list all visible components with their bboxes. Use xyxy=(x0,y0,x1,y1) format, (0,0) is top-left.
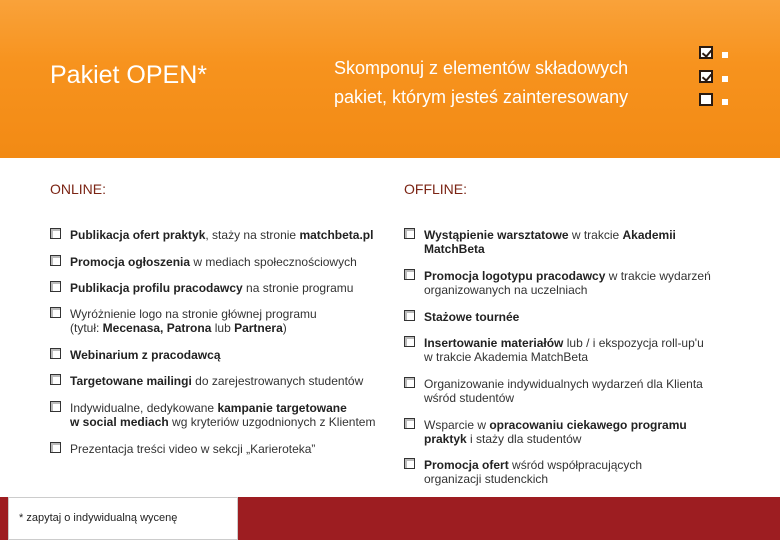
item-line xyxy=(70,228,373,242)
item-text: ) xyxy=(282,321,287,335)
online-heading: ONLINE: xyxy=(50,181,107,197)
item-text: Partnera xyxy=(234,321,283,335)
list-item xyxy=(70,281,353,295)
checkbox[interactable] xyxy=(50,401,61,412)
item-line xyxy=(424,432,687,446)
checkbox[interactable] xyxy=(50,307,61,318)
item-text: Prezentacja treści video w sekcji „Karieroteka” xyxy=(70,442,316,456)
item-text: Insertowanie materiałów xyxy=(424,336,564,350)
item-text: organizowanych na uczelniach xyxy=(424,283,588,297)
list-item xyxy=(424,269,711,297)
item-text: (tytuł: xyxy=(70,321,103,335)
item-line xyxy=(424,377,703,391)
checkbox[interactable] xyxy=(404,336,415,347)
pricing-note: * zapytaj o indywidualną wycenę xyxy=(19,512,178,524)
item-text: w trakcie Akademia MatchBeta xyxy=(424,350,589,364)
checkbox[interactable] xyxy=(404,418,415,429)
item-text: w trakcie xyxy=(568,228,623,242)
item-text: w social mediach xyxy=(70,415,169,429)
item-line xyxy=(424,418,687,432)
checkbox[interactable] xyxy=(50,228,61,239)
subtitle-line: Skomponuj z elementów składowych xyxy=(334,58,629,78)
list-item xyxy=(424,310,519,324)
item-line xyxy=(424,472,642,486)
checkbox[interactable] xyxy=(404,269,415,280)
item-text: Indywidualne, dedykowane xyxy=(70,401,218,415)
item-line xyxy=(70,255,357,269)
list-item xyxy=(70,348,221,362)
item-line xyxy=(424,269,711,283)
offline-heading: OFFLINE: xyxy=(404,181,468,197)
list-item xyxy=(70,374,363,388)
item-text: matchbeta.pl xyxy=(299,228,374,242)
item-line xyxy=(424,458,642,472)
item-text: w mediach społecznościowych xyxy=(190,255,357,269)
page-title: Pakiet OPEN* xyxy=(50,61,208,89)
item-line xyxy=(424,336,704,350)
subtitle-line: pakiet, którym jesteś zainteresowany xyxy=(334,87,629,107)
item-line xyxy=(424,283,711,297)
item-line xyxy=(424,310,519,324)
item-text: wśród studentów xyxy=(424,391,515,405)
page-subtitle xyxy=(334,54,628,112)
item-text: Publikacja profilu pracodawcy xyxy=(70,281,243,295)
item-text: , staży na stronie xyxy=(205,228,300,242)
item-line xyxy=(424,242,676,256)
list-item xyxy=(424,418,687,446)
item-line xyxy=(70,321,317,335)
checkbox[interactable] xyxy=(50,374,61,385)
item-text: wg kryteriów uzgodnionych z Klientem xyxy=(168,415,376,429)
item-line xyxy=(70,415,375,429)
item-text: opracowaniu ciekawego programu xyxy=(489,418,687,432)
checkbox[interactable] xyxy=(404,458,415,469)
checkbox[interactable] xyxy=(50,442,61,453)
item-text: Mecenasa, Patrona xyxy=(102,321,212,335)
checkbox[interactable] xyxy=(50,281,61,292)
item-text: kampanie targetowane xyxy=(217,401,347,415)
item-line xyxy=(424,350,704,364)
list-item xyxy=(424,458,642,486)
list-item xyxy=(70,255,357,269)
item-text: Organizowanie indywidualnych wydarzeń dla Klienta xyxy=(424,377,703,391)
list-item xyxy=(424,228,676,256)
item-line xyxy=(424,228,676,242)
item-text: Wystąpienie warsztatowe xyxy=(424,228,569,242)
checkbox[interactable] xyxy=(404,310,415,321)
item-text: lub / i ekspozycja roll-up'u xyxy=(563,336,704,350)
item-text: na stronie programu xyxy=(242,281,354,295)
list-item xyxy=(424,336,704,364)
item-text: wśród współpracujących xyxy=(508,458,643,472)
item-line xyxy=(70,281,353,295)
list-item xyxy=(424,377,703,405)
checkbox[interactable] xyxy=(50,348,61,359)
item-text: Stażowe tournée xyxy=(424,310,520,324)
item-text: i staży dla studentów xyxy=(466,432,582,446)
item-text: Promocja logotypu pracodawcy xyxy=(424,269,606,283)
checkbox[interactable] xyxy=(50,255,61,266)
item-line xyxy=(70,348,221,362)
item-line xyxy=(70,374,363,388)
list-item xyxy=(70,401,375,429)
item-text: organizacji studenckich xyxy=(424,472,549,486)
item-text: Promocja ofert xyxy=(424,458,509,472)
item-text: Targetowane mailingi xyxy=(70,374,192,388)
item-text: w trakcie wydarzeń xyxy=(605,269,711,283)
item-text: Akademii xyxy=(622,228,676,242)
item-text: praktyk xyxy=(424,432,467,446)
item-line xyxy=(70,442,315,456)
item-text: Promocja ogłoszenia xyxy=(70,255,191,269)
item-text: Publikacja ofert praktyk xyxy=(70,228,206,242)
checkbox[interactable] xyxy=(404,377,415,388)
checkbox[interactable] xyxy=(404,228,415,239)
item-text: MatchBeta xyxy=(424,242,485,256)
list-item xyxy=(70,442,315,456)
list-item xyxy=(70,307,317,335)
item-text: lub xyxy=(211,321,235,335)
item-text: Webinarium z pracodawcą xyxy=(70,348,221,362)
item-line xyxy=(70,307,317,321)
item-text: do zarejestrowanych studentów xyxy=(191,374,364,388)
list-item xyxy=(70,228,373,242)
item-line xyxy=(70,401,375,415)
item-text: Wsparcie w xyxy=(424,418,490,432)
item-text: Wyróżnienie logo na stronie głównej programu xyxy=(70,307,317,321)
item-line xyxy=(424,391,703,405)
